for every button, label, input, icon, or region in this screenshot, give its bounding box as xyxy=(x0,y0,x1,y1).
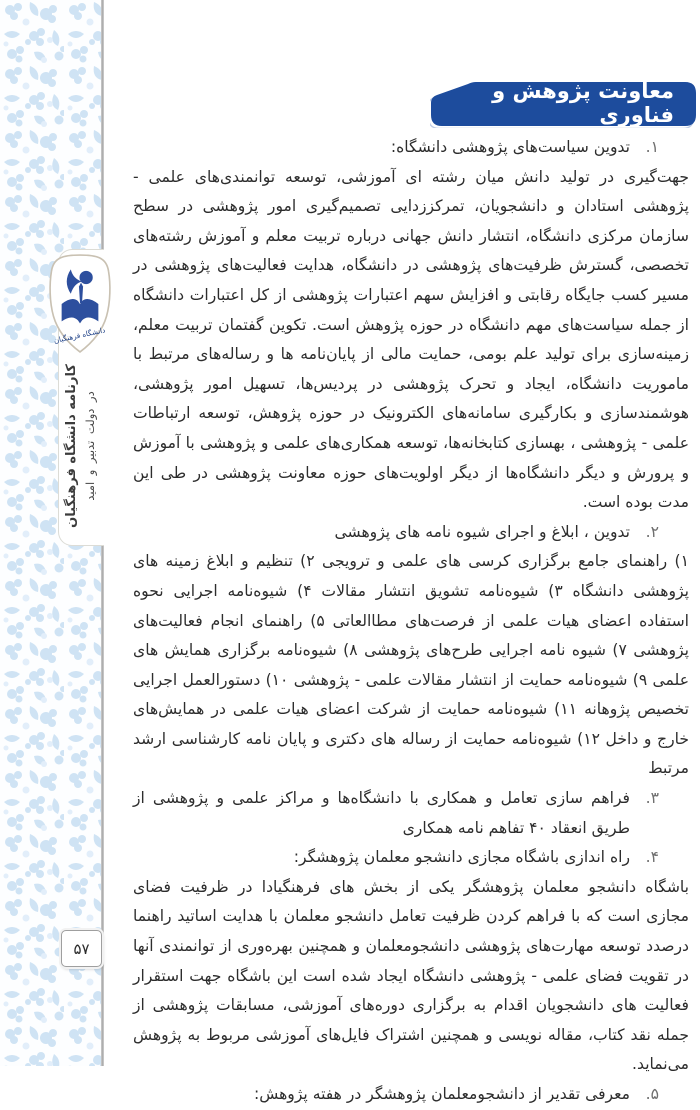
list-item-4-body: باشگاه دانشجو معلمان پژوهشگر یکی از بخش های فرهنگیادا در ظرفیت فضای مجازی است که با فراهم کردن ظرفیت تعامل دانشجو معلمان با هدایت اساتید راهنما درصدد توسعه مهارت‌های پژوهشی دانشجومعلمان و همچنین بهره‌وری از توانمندی آنها در تقویت فضای علمی - پژوهشی دانشگاه ایجاد شده است این باشگاه جهت استقرار فعالیت های دانشجویان اقدام به برگزاری دوره‌های آموزشی، مسابقات پژوهشی از جمله نقد کتاب، مقاله نویسی و همچنین اشتراک فایل‌های آموزشی مربوط به پژوهش می‌نماید. xyxy=(133,877,689,1074)
spine-title: کارنامه دانشگاه فرهنگیان xyxy=(64,364,79,528)
list-item-5-number: ۵. xyxy=(645,1085,659,1103)
list-item-3-number: ۳. xyxy=(645,789,659,808)
main-content xyxy=(133,133,689,1110)
spine-subtitle: در دولت تدبیر و امید xyxy=(83,391,97,501)
page-number: ۵۷ xyxy=(73,939,90,958)
spine-text xyxy=(62,355,100,537)
logo-university-name: دانشگاه فرهنگیان xyxy=(52,325,107,346)
section-title: معاونت پژوهش و فناوری xyxy=(492,78,674,127)
university-logo-svg xyxy=(43,253,117,355)
list-item-3-title: فراهم سازی تعامل و همکاری با دانشگاه‌ها و مراکز علمی و پژوهشی از طریق انعقاد ۴۰ تفاهم نامه همکاری xyxy=(133,789,630,837)
list-item-5-head xyxy=(133,1080,689,1110)
list-item-3-head xyxy=(133,784,689,843)
section-banner xyxy=(430,78,698,128)
list-item-2-number: ۲. xyxy=(645,522,659,541)
list-item-4-title: راه اندازی باشگاه مجازی دانشجو معلمان پژوهشگر: xyxy=(293,848,630,867)
list-item-5-title: معرفی تقدیر از دانشجومعلمان پژوهشگر در هفته پژوهش: xyxy=(253,1085,630,1103)
list-item-1-body: جهت‌گیری در تولید دانش میان رشته ای آموزشی، توسعه توانمندی‌های علمی - پژوهشی استادان و دانشجویان، تمرکززدایی تصمیم‌گیری امور پژوهشی در سطح سازمان مرکزی دانشگاه، انتشار دانش جهانی درباره تربیت معلم و آموزش رشته‌های تخصصی، گسترش ظرفیت‌های پژوهشی در دانشگاه، هدایت فعالیت‌های پژوهشی در مسیر کسب جایگاه رقابتی و افزایش سهم اعتبارات پژوهشی از کل اعتبارات دانشگاه از جمله سیاست‌های مهم دانشگاه در حوزه پژوهش است. تکوین گفتمان تربیت معلم، زمینه‌سازی برای تولید علم بومی، حمایت مالی از پایان‌نامه ها و رساله‌های مرتبط با ماموریت دانشگاه، ایجاد و تحرک پژوهشی در پردیس‌ها، تسهیل امور پژوهشی، هوشمندسازی و بکارگیری سامانه‌های الکترونیک در حوزه پژوهش، توسعه ارتباطات علمی - پژوهشی ، بهسازی کتابخانه‌ها، توسعه همکاری‌های علمی و پژوهشی با آموزش و پرورش و دیگر دانشگاه‌ها از دیگر اولویت‌های حوزه معاونت پژوهشی در طی این مدت بوده است. xyxy=(133,167,689,512)
page-number-badge xyxy=(61,930,102,967)
list-item-4-number: ۴. xyxy=(645,848,659,867)
list-item-2-head xyxy=(133,518,689,548)
list-item-1-title: تدوین سیاست‌های پژوهشی دانشگاه: xyxy=(390,138,630,156)
list-item-2-title: تدوین ، ابلاغ و اجرای شیوه نامه های پژوهشی xyxy=(334,522,630,541)
list-item-1-number: ۱. xyxy=(645,138,659,156)
list-item-4-head xyxy=(133,843,689,873)
list-item-1-head xyxy=(133,133,689,163)
list-item-2-body: ۱) راهنمای جامع برگزاری کرسی های علمی و ترویجی ۲) تنظیم و ابلاغ زمینه های پژوهشی دانشگاه ۳) شیوه‌نامه تشویق انتشار مقالات ۴) شیوه‌نامه اجرایی نحوه استفاده اعضای هیات علمی از فرصت‌های مطاالعاتی ۵) راهنمای انجام فعالیت‌های پژوهشی ۷) شیوه نامه اجرایی طرح‌های پژوهشی ۸) شیوه‌نامه برگزاری همایش های علمی ۹) شیوه‌نامه حمایت از انتشار مقالات علمی - پژوهشی ۱۰) دستورالعمل اجرایی تخصیص پژوهانه ۱۱) شیوه‌نامه حمایت از شرکت اعضای هیات علمی در همایش‌های خارج و داخل ۱۲) شیوه‌نامه حمایت از رساله های دکتری و پایان نامه کارشناسی ارشد مرتبط xyxy=(133,552,690,778)
university-logo xyxy=(43,253,117,355)
